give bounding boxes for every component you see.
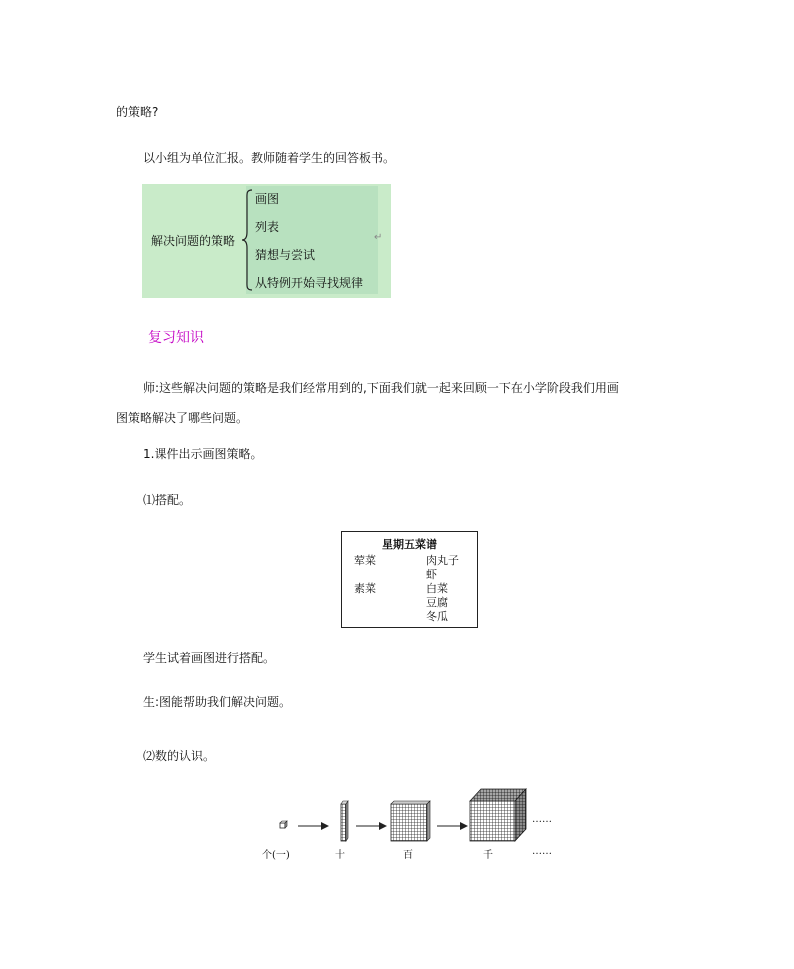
paragraph-matching: ⑴搭配。 — [143, 493, 192, 507]
strategy-item-pattern: 从特例开始寻找规律 — [255, 276, 364, 290]
unit-label-thousand: 千 — [483, 850, 493, 861]
section-title: 复习知识 — [148, 330, 204, 346]
menu-dish: 虾 — [426, 568, 437, 581]
unit-label-ten: 十 — [335, 850, 345, 861]
paragraph-courseware: 1.课件出示画图策略。 — [143, 447, 263, 461]
menu-dish: 冬瓜 — [426, 610, 448, 623]
menu-table — [341, 531, 478, 628]
paragraph-number-recognition: ⑵数的认识。 — [143, 749, 216, 763]
menu-category-veg: 素菜 — [354, 582, 376, 595]
menu-dish: 肉丸子 — [426, 554, 459, 567]
unit-cube-icon — [280, 821, 287, 828]
paragraph-strategy-question: 的策略? — [116, 105, 159, 119]
menu-dish: 白菜 — [426, 582, 448, 595]
brace-icon — [241, 188, 253, 292]
strategy-label: 解决问题的策略 — [151, 234, 236, 248]
strategy-item-drawing: 画图 — [255, 192, 280, 206]
strategy-item-table: 列表 — [255, 220, 280, 234]
menu-category-meat: 荤菜 — [354, 554, 376, 567]
ten-rod-icon — [341, 801, 348, 841]
thousand-cube-icon — [470, 789, 526, 841]
paragraph-teacher-line2: 图策略解决了哪些问题。 — [116, 411, 249, 425]
ellipsis-labels: …… — [532, 846, 552, 857]
unit-label-one: 个(一) — [262, 850, 290, 861]
paragraph-teacher-line1: 师:这些解决问题的策略是我们经常用到的,下面我们就一起来回顾一下在小学阶段我们用画 — [143, 381, 619, 395]
unit-label-hundred: 百 — [403, 850, 413, 861]
paragraph-return-icon: ↵ — [374, 232, 383, 243]
paragraph-group-report: 以小组为单位汇报。教师随着学生的回答板书。 — [143, 151, 396, 165]
menu-dish: 豆腐 — [426, 596, 448, 609]
strategy-item-guess: 猜想与尝试 — [255, 248, 316, 262]
menu-title: 星期五菜谱 — [382, 538, 437, 551]
place-value-blocks — [255, 780, 565, 845]
paragraph-student-try: 学生试着画图进行搭配。 — [143, 651, 276, 665]
hundred-flat-icon — [391, 801, 430, 841]
paragraph-student-answer: 生:图能帮助我们解决问题。 — [143, 695, 292, 709]
ellipsis-blocks: …… — [532, 814, 552, 825]
